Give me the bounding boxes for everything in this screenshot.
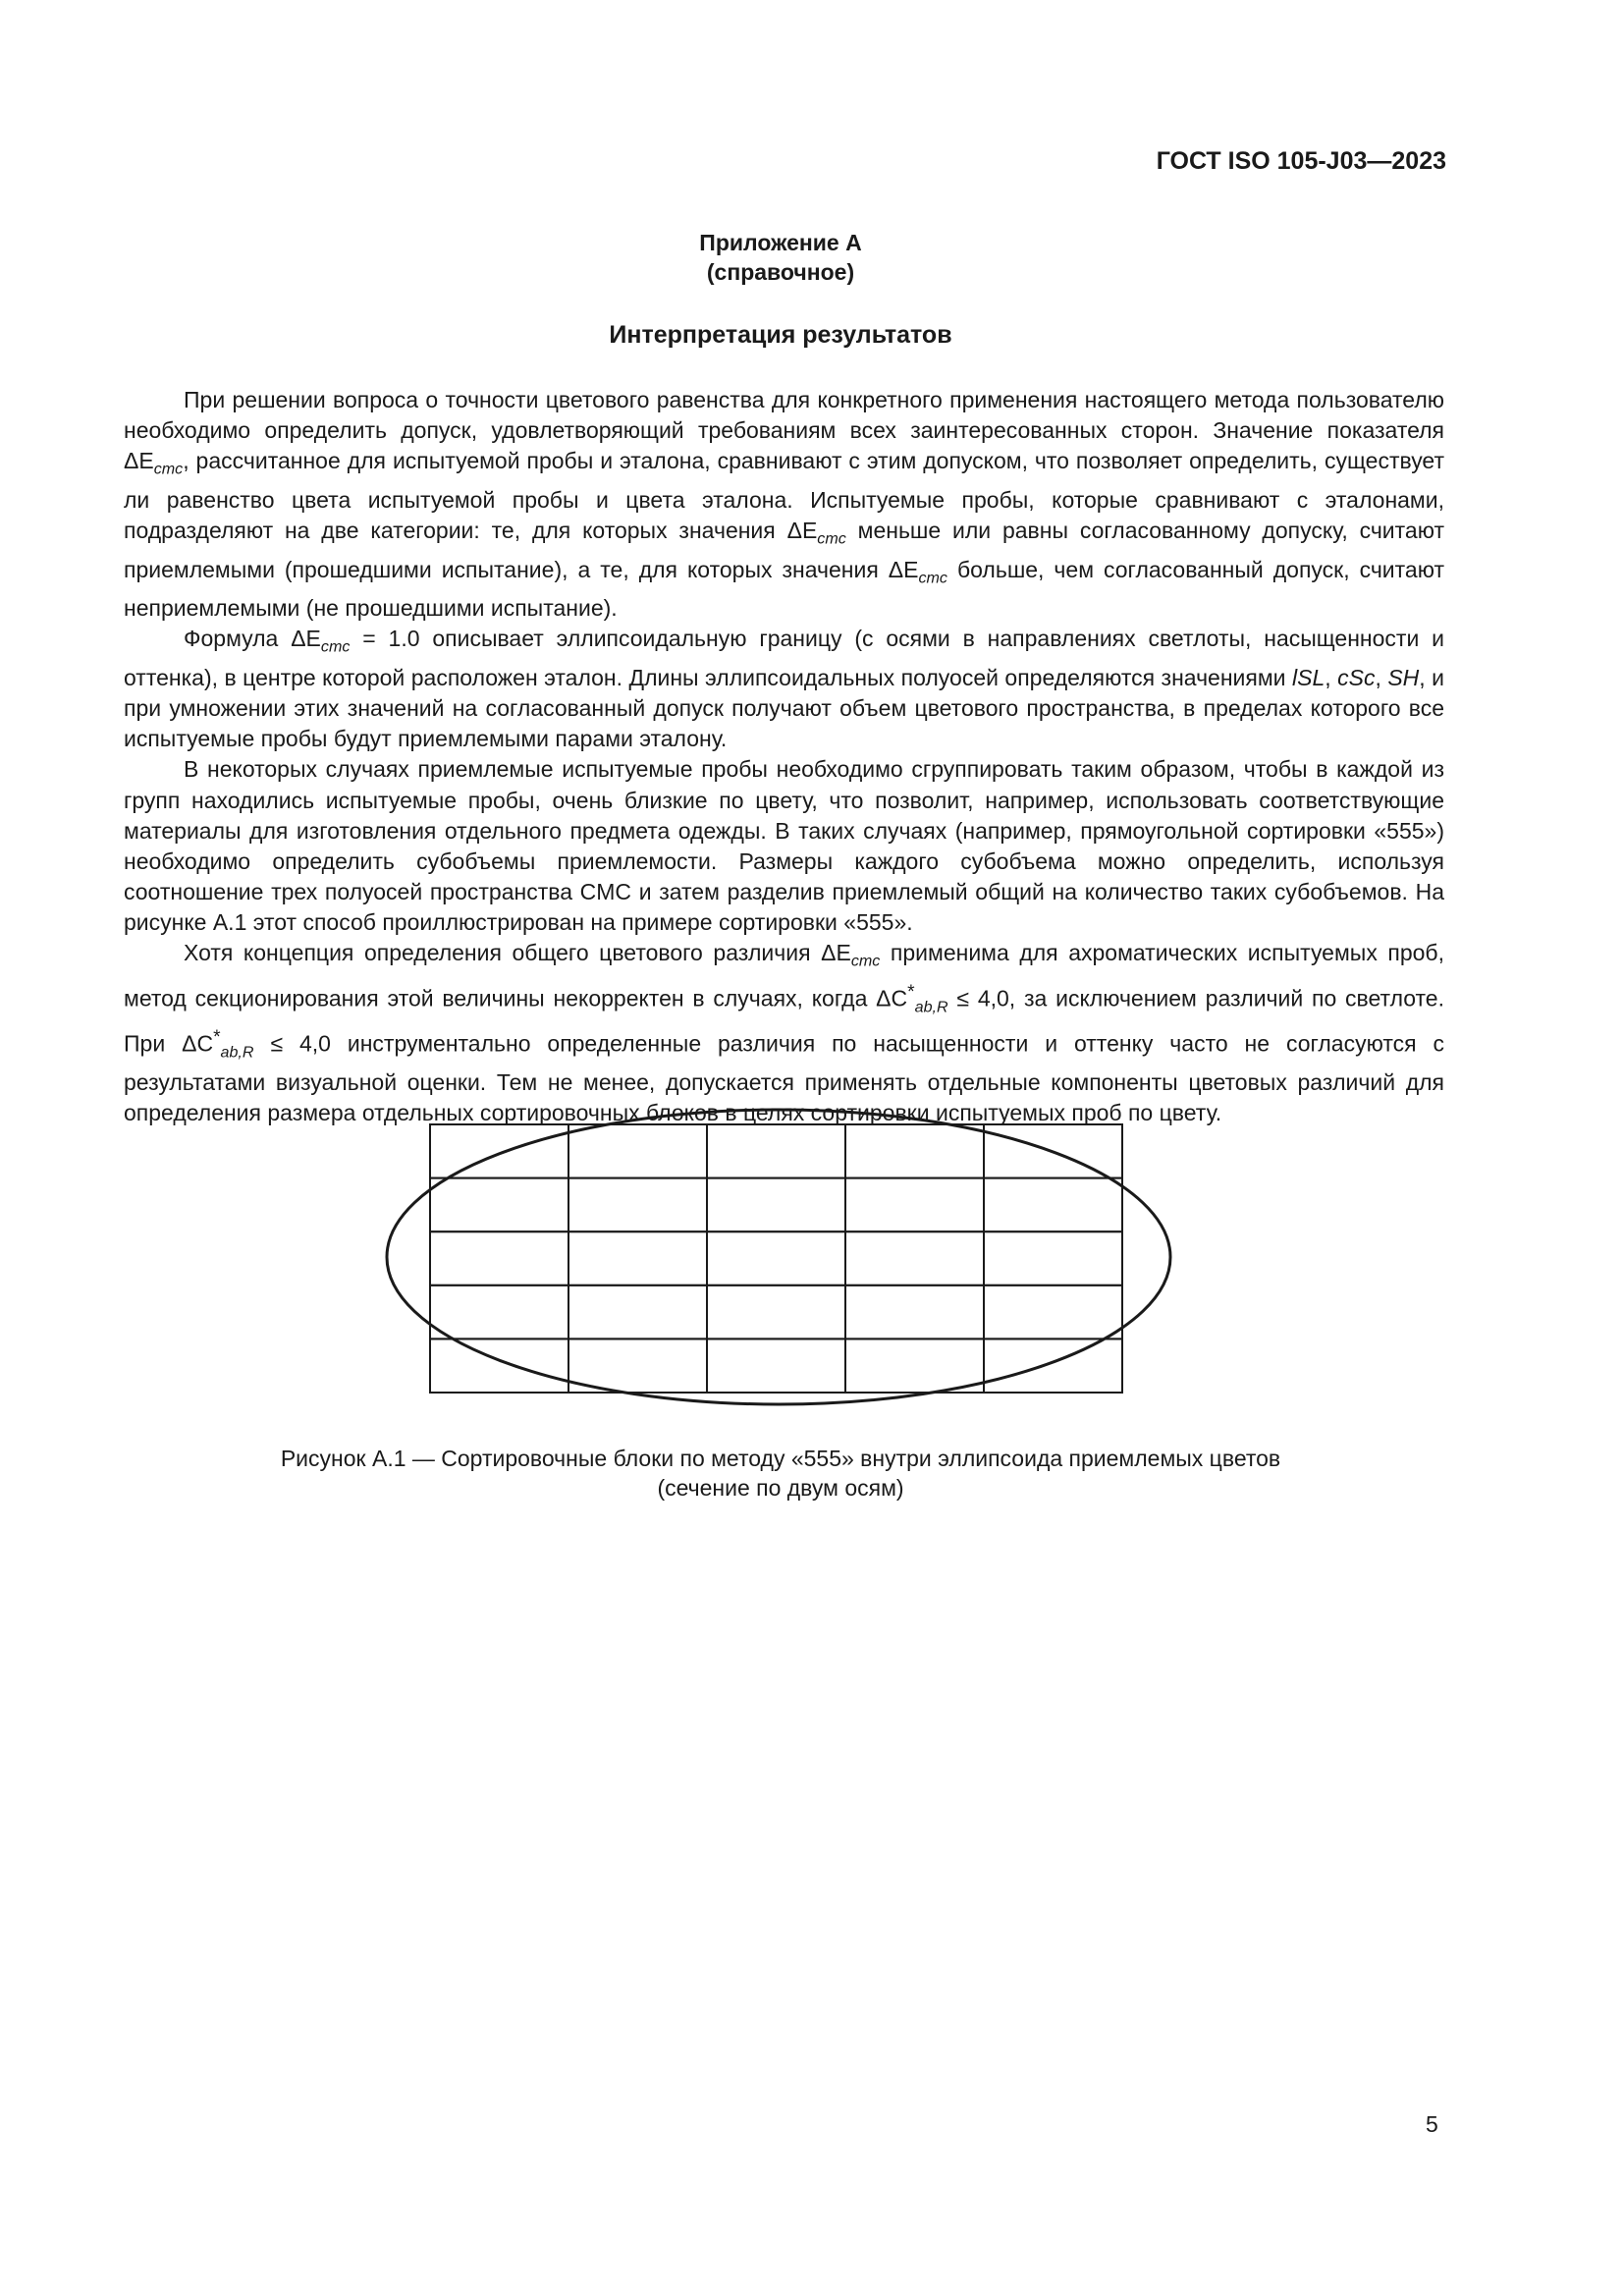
- sorting-block: [845, 1285, 984, 1339]
- section-title: Интерпретация результатов: [609, 321, 952, 349]
- sorting-block: [984, 1178, 1122, 1232]
- sorting-block: [430, 1231, 568, 1285]
- sorting-block: [568, 1124, 707, 1178]
- sorting-block: [707, 1339, 845, 1393]
- sorting-block: [430, 1124, 568, 1178]
- annex-label: Приложение А: [699, 230, 862, 255]
- tolerance-ellipse: [387, 1110, 1170, 1404]
- sorting-block: [845, 1178, 984, 1232]
- sorting-block: [984, 1339, 1122, 1393]
- sorting-block: [845, 1339, 984, 1393]
- body-text: [124, 385, 1444, 1129]
- sorting-block: [707, 1124, 845, 1178]
- caption-line-1: Рисунок А.1 — Сортировочные блоки по методу «555» внутри эллипсоида приемлемых цветов: [280, 1446, 1281, 1471]
- caption-line-2: (сечение по двум осям): [657, 1475, 904, 1501]
- sorting-block: [845, 1231, 984, 1285]
- sorting-block: [984, 1285, 1122, 1339]
- sorting-grid: [430, 1124, 1122, 1393]
- paragraph-3: В некоторых случаях приемлемые испытуемые пробы необходимо сгруппировать таким образом, чтобы в каждой из групп находились испытуемые пробы, очень близкие по цвету, что позволит, например, использовать соответствующие материалы для изготовления отдельного предмета одежды. В таких случаях (например, прямоугольной сортировки «555») необходимо определить субобъемы приемлемости. Размеры каждого субобъема можно определить, используя соотношение трех полуосей пространства CMC и затем разделив приемлемый общий на количество таких субобъемов. На рисунке А.1 этот способ проиллюстрирован на примере сортировки «555».: [124, 756, 1444, 935]
- figure-sorting-blocks: [385, 1107, 1180, 1407]
- sorting-block: [430, 1339, 568, 1393]
- sorting-block: [984, 1231, 1122, 1285]
- figure-caption: [0, 1444, 1561, 1503]
- sorting-block: [845, 1124, 984, 1178]
- page-number: 5: [1426, 2111, 1438, 2137]
- document-id-header: ГОСТ ISO 105-J03—2023: [1156, 147, 1446, 175]
- paragraph-2: Формула $\Delta E_{cmc} = 1.0$ описывает эллипсоидальную границу (с осями в направлениях светлоты, насыщенности и оттенка), в центре которой расположен эталон. Длины эллипсоидальных полуосей определяются значениями lSL, cSc, SH, и при умножении этих значений на согласованный допуск получают объем цветового пространства, в пределах которого все испытуемые пробы будут приемлемыми парами эталону.: [124, 626, 1445, 752]
- paragraph-4: Хотя концепция определения общего цветового различия $\Delta E_{cmc}$ применима для ахроматических испытуемых проб, метод секционирования этой величины некорректен в случаях, когда $\Delta C^*_{ab,R} \le 4,0$, за исключением различий по светлоте. При $\Delta C^*_{ab,R} \le 4,0$ инструментально определенные различия по насыщенности и оттенку часто не согласуются с результатами визуальной оценки. Тем не менее, допускается применять отдельные компоненты цветовых различий для определения размера отдельных сортировочных блоков в целях сортировки испытуемых проб по цвету.: [124, 939, 1444, 1126]
- sorting-block: [568, 1231, 707, 1285]
- sorting-block: [568, 1339, 707, 1393]
- sorting-block: [430, 1285, 568, 1339]
- sorting-block: [430, 1178, 568, 1232]
- sorting-block: [707, 1231, 845, 1285]
- sorting-block: [568, 1285, 707, 1339]
- sorting-block: [707, 1178, 845, 1232]
- annex-title: [0, 228, 1561, 287]
- paragraph-1: При решении вопроса о точности цветового равенства для конкретного применения настоящего метода пользователю необходимо определить допуск, удовлетворяющий требованиям всех заинтересованных сторон. Значение показателя $\Delta E_{cmc}$, рассчитанное для испытуемой пробы и эталона, сравнивают с этим допуском, что позволяет определить, существует ли равенство цвета испытуемой пробы и цвета эталона. Испытуемые пробы, которые сравнивают с эталонами, подразделяют на две категории: те, для которых значения $\Delta E_{cmc}$ меньше или равны согласованному допуску, считают приемлемыми (прошедшими испытание), а те, для которых значения $\Delta E_{cmc}$ больше, чем согласованный допуск, считают неприемлемыми (не прошедшими испытание).: [124, 387, 1444, 622]
- annex-type: (справочное): [706, 259, 855, 285]
- sorting-block: [568, 1178, 707, 1232]
- sorting-block: [707, 1285, 845, 1339]
